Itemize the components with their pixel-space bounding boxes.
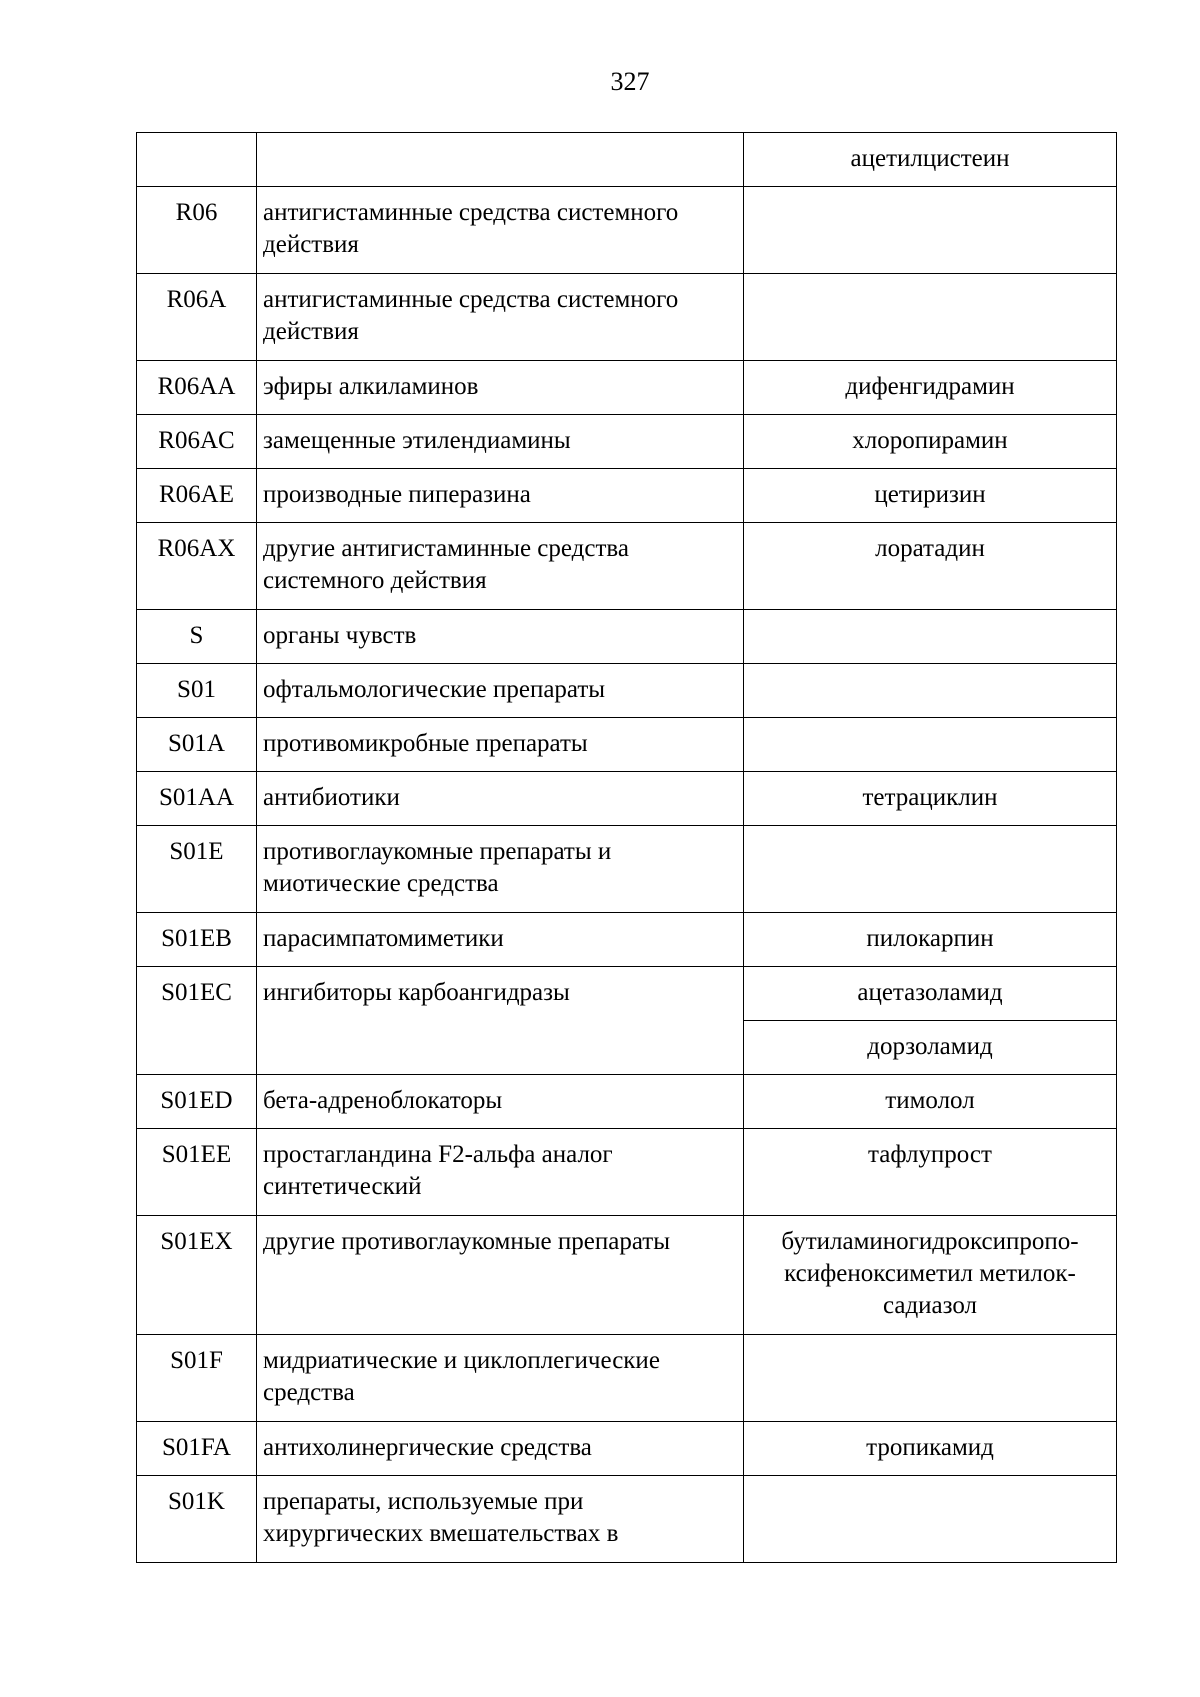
drug-name-cell — [744, 274, 1117, 361]
group-name-cell: мидриатические и циклоплегические средства — [257, 1335, 744, 1422]
drug-name-cell: ацетазоламид — [744, 967, 1117, 1021]
group-name-cell: производные пиперазина — [257, 469, 744, 523]
atc-code-cell: R06AE — [137, 469, 257, 523]
atc-code-cell — [137, 133, 257, 187]
drug-name-cell: тафлупрост — [744, 1129, 1117, 1216]
drug-name-cell — [744, 1335, 1117, 1422]
drug-name-cell — [744, 664, 1117, 718]
table-row — [137, 1335, 1117, 1422]
group-name-cell: антихолинергические средства — [257, 1422, 744, 1476]
atc-code-cell: R06AX — [137, 523, 257, 610]
group-name-cell: препараты, используемые при хирургических вмешательствах в — [257, 1476, 744, 1563]
atc-code-cell: S01EB — [137, 913, 257, 967]
drug-name-cell — [744, 187, 1117, 274]
group-name-cell: антибиотики — [257, 772, 744, 826]
drug-name-cell — [744, 718, 1117, 772]
table-row — [137, 361, 1117, 415]
atc-code-cell: R06 — [137, 187, 257, 274]
table-row — [137, 967, 1117, 1021]
group-name-cell: антигистаминные средства системного действия — [257, 187, 744, 274]
table-row — [137, 187, 1117, 274]
group-name-cell: ингибиторы карбоангидразы — [257, 967, 744, 1075]
atc-code-cell: S01 — [137, 664, 257, 718]
group-name-cell — [257, 133, 744, 187]
atc-code-cell: S — [137, 610, 257, 664]
table-row — [137, 913, 1117, 967]
table-row — [137, 415, 1117, 469]
atc-code-cell: R06AA — [137, 361, 257, 415]
group-name-cell: противомикробные препараты — [257, 718, 744, 772]
group-name-cell: другие противоглаукомные препараты — [257, 1216, 744, 1335]
table-row — [137, 469, 1117, 523]
group-name-cell: другие антигистаминные средства системного действия — [257, 523, 744, 610]
atc-code-cell: S01EX — [137, 1216, 257, 1335]
atc-code-cell: S01F — [137, 1335, 257, 1422]
table-row — [137, 664, 1117, 718]
atc-code-cell: S01A — [137, 718, 257, 772]
atc-code-cell: S01FA — [137, 1422, 257, 1476]
drug-name-cell: бутиламиногидроксипропо-ксифеноксиметил метилок-садиазол — [744, 1216, 1117, 1335]
group-name-cell: парасимпатомиметики — [257, 913, 744, 967]
atc-code-cell: S01K — [137, 1476, 257, 1563]
group-name-cell: офтальмологические препараты — [257, 664, 744, 718]
table-row — [137, 1129, 1117, 1216]
table-row — [137, 772, 1117, 826]
drug-name-cell: тропикамид — [744, 1422, 1117, 1476]
atc-code-cell: S01E — [137, 826, 257, 913]
drug-name-cell: лоратадин — [744, 523, 1117, 610]
table-row — [137, 610, 1117, 664]
drug-name-cell: пилокарпин — [744, 913, 1117, 967]
group-name-cell: бета-адреноблокаторы — [257, 1075, 744, 1129]
atc-code-cell: S01EE — [137, 1129, 257, 1216]
atc-code-cell: S01EC — [137, 967, 257, 1075]
group-name-cell: органы чувств — [257, 610, 744, 664]
table-row — [137, 274, 1117, 361]
table-row — [137, 718, 1117, 772]
drug-name-cell: ацетилцистеин — [744, 133, 1117, 187]
group-name-cell: простагландина F2-альфа аналог синтетический — [257, 1129, 744, 1216]
table-row — [137, 1422, 1117, 1476]
table-row — [137, 1476, 1117, 1563]
table-row — [137, 1075, 1117, 1129]
table-row — [137, 826, 1117, 913]
group-name-cell: антигистаминные средства системного действия — [257, 274, 744, 361]
atc-code-cell: R06A — [137, 274, 257, 361]
atc-classification-table — [136, 132, 1117, 1563]
table-row — [137, 1216, 1117, 1335]
atc-code-cell: S01ED — [137, 1075, 257, 1129]
drug-name-cell — [744, 1476, 1117, 1563]
drug-name-cell: тимолол — [744, 1075, 1117, 1129]
drug-name-cell: дорзоламид — [744, 1021, 1117, 1075]
table-row — [137, 133, 1117, 187]
group-name-cell: противоглаукомные препараты и миотические средства — [257, 826, 744, 913]
page-number: 327 — [610, 67, 650, 96]
table-row — [137, 523, 1117, 610]
drug-name-cell: тетрациклин — [744, 772, 1117, 826]
drug-name-cell: цетиризин — [744, 469, 1117, 523]
drug-name-cell: хлоропирамин — [744, 415, 1117, 469]
drug-name-cell — [744, 826, 1117, 913]
group-name-cell: эфиры алкиламинов — [257, 361, 744, 415]
atc-code-cell: R06AC — [137, 415, 257, 469]
drug-name-cell: дифенгидрамин — [744, 361, 1117, 415]
atc-code-cell: S01AA — [137, 772, 257, 826]
group-name-cell: замещенные этилендиамины — [257, 415, 744, 469]
drug-name-cell — [744, 610, 1117, 664]
